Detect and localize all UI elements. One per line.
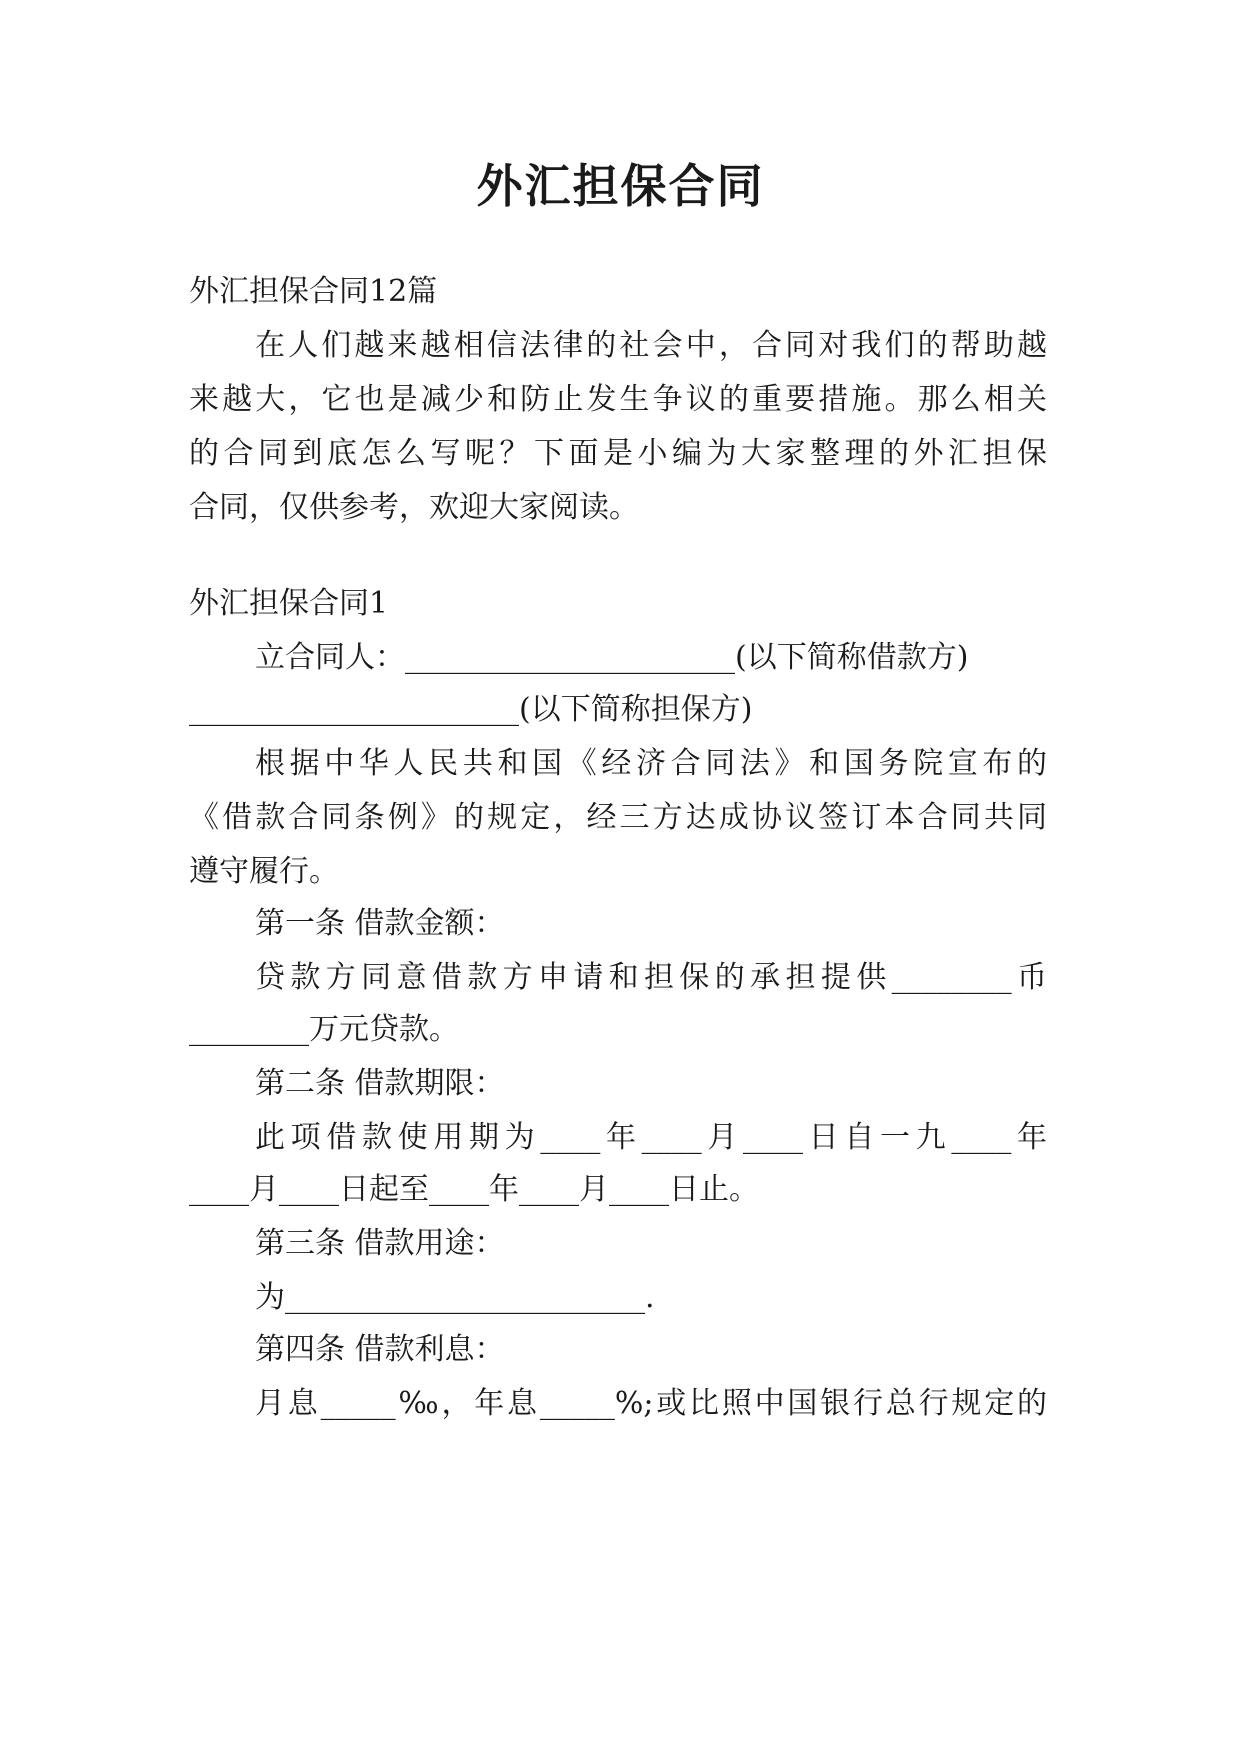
article-line: 此项借款使用期为____年____月____日自一九____年: [255, 1120, 1047, 1155]
article-heading: 第二条 借款期限：: [255, 1066, 505, 1101]
article-line: ________万元贷款。: [189, 1012, 459, 1047]
parties-borrower: 立合同人：______________________(以下简称借款方): [255, 640, 969, 675]
series-heading: 外汇担保合同12篇: [189, 274, 438, 309]
article-heading: 第三条 借款用途：: [255, 1226, 505, 1261]
article-heading: 第四条 借款利息：: [255, 1332, 505, 1367]
intro-line: 的合同到底怎么写呢？下面是小编为大家整理的外汇担保: [189, 436, 1047, 471]
intro-line: 在人们越来越相信法律的社会中，合同对我们的帮助越: [255, 328, 1047, 363]
article-line: ____月____日起至____年____月____日止。: [189, 1172, 759, 1207]
basis-line: 遵守履行。: [189, 854, 339, 889]
article-heading: 第一条 借款金额：: [255, 906, 505, 941]
parties-guarantor: ______________________(以下简称担保方): [189, 692, 753, 727]
intro-line: 来越大，它也是减少和防止发生争议的重要措施。那么相关: [189, 382, 1047, 417]
article-line: 月息_____‰，年息_____%;或比照中国银行总行规定的: [255, 1386, 1047, 1421]
intro-line: 合同，仅供参考，欢迎大家阅读。: [189, 490, 639, 525]
document-title: 外汇担保合同: [476, 159, 765, 213]
article-line: 为________________________.: [255, 1280, 655, 1315]
article-line: 贷款方同意借款方申请和担保的承担提供________币: [255, 960, 1047, 995]
section-heading: 外汇担保合同1: [189, 586, 389, 621]
basis-line: 根据中华人民共和国《经济合同法》和国务院宣布的: [255, 746, 1047, 781]
basis-line: 《借款合同条例》的规定，经三方达成协议签订本合同共同: [189, 800, 1047, 835]
